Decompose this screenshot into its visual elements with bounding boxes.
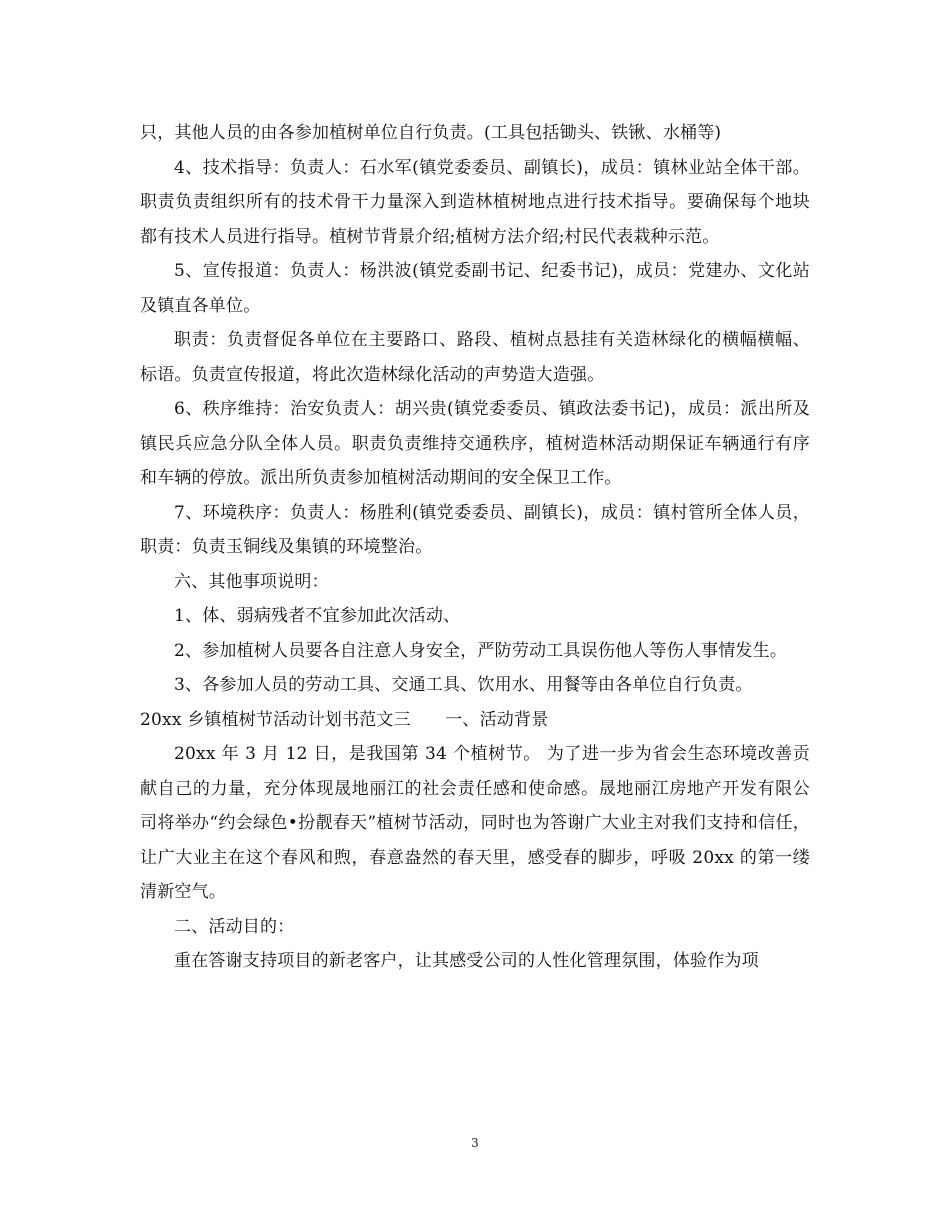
document-title-line: 20xx 乡镇植树节活动计划书范文三 一、活动背景 [140, 709, 549, 730]
section-heading: 二、活动目的： [174, 916, 295, 937]
paragraph: 职责：负责督促各单位在主要路口、路段、植树点悬挂有关造林绿化的横幅横幅、标语。负责宣传报道，将此次造林绿化活动的声势造大造强。 [140, 330, 810, 385]
paragraph: 2、参加植树人员要各自注意人身安全，严防劳动工具误伤他人等伤人事情发生。 [174, 640, 788, 661]
document-body [140, 116, 810, 979]
paragraph: 6、秩序维持：治安负责人：胡兴贵(镇党委委员、镇政法委书记)，成员：派出所及镇民兵应急分队全体人员。职责负责维持交通秩序，植树造林活动期保证车辆通行有序和车辆的停放。派出所负责参加植树活动期间的安全保卫工作。 [140, 399, 810, 488]
paragraph: 4、技术指导：负责人：石水军(镇党委委员、副镇长)，成员：镇林业站全体干部。职责负责组织所有的技术骨干力量深入到造林植树地点进行技术指导。要确保每个地块都有技术人员进行指导。植树节背景介绍;植树方法介绍;村民代表栽种示范。 [140, 157, 810, 247]
page-number: 3 [471, 1136, 479, 1150]
paragraph: 7、环境秩序：负责人：杨胜利(镇党委委员、副镇长)，成员：镇村管所全体人员，职责：负责玉铜线及集镇的环境整治。 [140, 502, 810, 557]
paragraph: 1、体、弱病残者不宜参加此次活动、 [174, 606, 461, 626]
section-heading: 六、其他事项说明： [174, 571, 329, 592]
paragraph: 重在答谢支持项目的新老客户，让其感受公司的人性化管理氛围，体验作为项 [174, 951, 759, 971]
paragraph: 3、各参加人员的劳动工具、交通工具、饮用水、用餐等由各单位自行负责。 [174, 675, 753, 695]
paragraph: 只，其他人员的由各参加植树单位自行负责。(工具包括锄头、铁锹、水桶等) [140, 123, 722, 143]
paragraph: 20xx 年 3 月 12 日，是我国第 34 个植树节。 为了进一步为省会生态环境改善贡献自己的力量，充分体现晟地丽江的社会责任感和使命感。晟地丽江房地产开发有限公司将举办“约会绿色•扮靓春天”植树节活动，同时也为答谢广大业主对我们支持和信任，让广大业主在这个春风和煦，春意盎然的春天里，感受春的脚步，呼吸 20xx 的第一缕清新空气。 [140, 744, 810, 902]
paragraph: 5、宣传报道：负责人：杨洪波(镇党委副书记、纪委书记)，成员：党建办、文化站及镇直各单位。 [140, 261, 810, 316]
